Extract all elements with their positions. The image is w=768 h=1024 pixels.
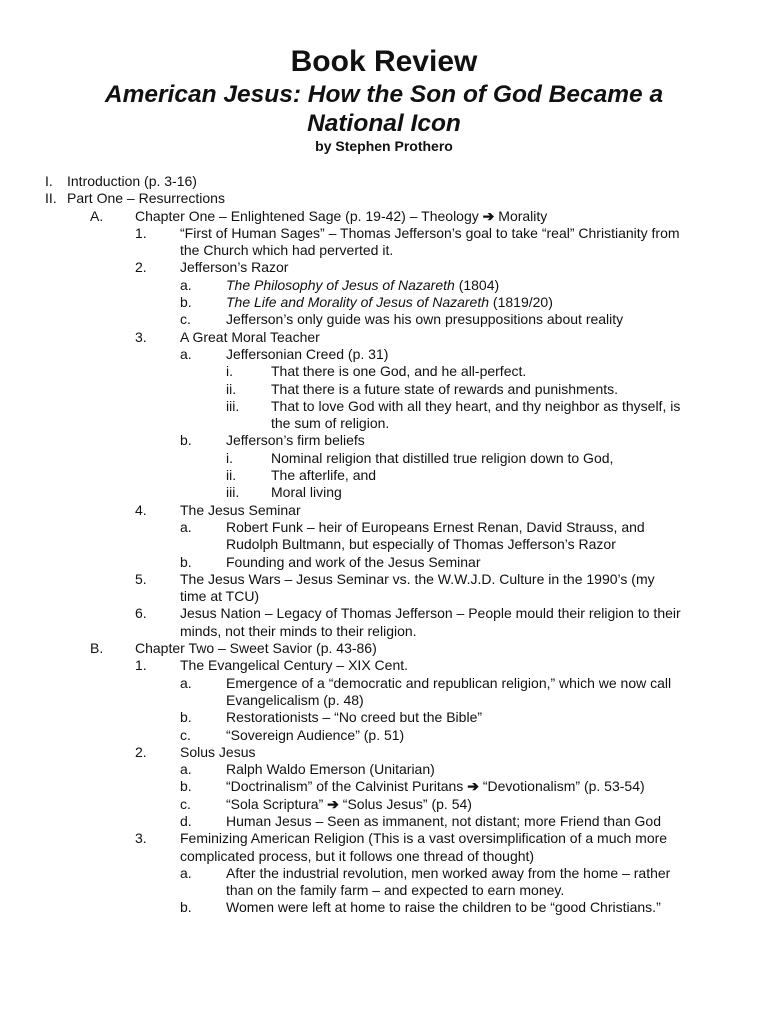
outline-item: [0, 813, 768, 830]
outline-continuation: [0, 536, 768, 553]
outline-item: [0, 173, 768, 190]
outline-continuation: [0, 623, 768, 640]
outline-item: [0, 294, 768, 311]
outline-text: Founding and work of the Jesus Seminar: [226, 553, 481, 570]
outline-text-tail: (1804): [458, 276, 500, 293]
outline-text: [135, 208, 547, 225]
outline-marker: b.: [180, 778, 192, 795]
outline-text: The Jesus Seminar: [180, 501, 301, 518]
outline-text: Part One – Resurrections: [67, 190, 225, 207]
outline-item: [0, 554, 768, 571]
outline-text: The Jesus Wars – Jesus Seminar vs. the W.W.J.D. Culture in the 1990’s (my: [180, 570, 655, 587]
outline-text: The Evangelical Century – XIX Cent.: [180, 657, 409, 674]
outline-continuation: [0, 882, 768, 899]
outline-item: [0, 830, 768, 847]
book-title-italic: The Life and Morality of Jesus of Nazareth: [226, 294, 490, 311]
outline-item: [0, 865, 768, 882]
outline-item: [0, 796, 768, 813]
outline-text: Emergence of a “democratic and republican religion,” which we now call: [226, 674, 672, 691]
outline-item: [0, 761, 768, 778]
outline-marker: 5.: [135, 570, 147, 587]
outline-text: [226, 778, 645, 795]
outline-item: [0, 277, 768, 294]
outline-text: than on the family farm – and expected to earn money.: [226, 882, 565, 899]
book-title: [0, 80, 768, 138]
outline-text: “Sovereign Audience” (p. 51): [226, 726, 405, 743]
outline-item: [0, 519, 768, 536]
outline-marker: 1.: [135, 657, 147, 674]
outline-marker: a.: [180, 674, 192, 691]
outline-item: [0, 467, 768, 484]
outline-marker: 3.: [135, 830, 147, 847]
outline-text: Robert Funk – heir of Europeans Ernest Renan, David Strauss, and: [226, 518, 645, 535]
outline-marker: iii.: [226, 484, 240, 501]
outline-text: time at TCU): [180, 588, 260, 605]
outline-marker: b.: [180, 294, 192, 311]
outline-marker: b.: [180, 432, 192, 449]
outline-marker: 3.: [135, 328, 147, 345]
outline-text: Human Jesus – Seen as immanent, not distant; more Friend than God: [226, 812, 662, 829]
page-title: Book Review: [290, 45, 478, 78]
outline-text-tail: “Devotionalism” (p. 53-54): [482, 778, 645, 795]
outline-item: [0, 225, 768, 242]
outline-text: complicated process, but it follows one thread of thought): [180, 847, 535, 864]
outline-item: [0, 450, 768, 467]
book-title-line-2: National Icon: [307, 110, 461, 137]
outline-marker: i.: [226, 363, 233, 380]
outline-marker: 2.: [135, 743, 147, 760]
outline-text: Ralph Waldo Emerson (Unitarian): [226, 761, 435, 778]
outline-marker: iii.: [226, 397, 240, 414]
outline-marker: a.: [180, 345, 192, 362]
outline-text-tail: (1819/20): [492, 294, 553, 311]
outline-marker: ii.: [226, 380, 237, 397]
outline-text: The afterlife, and: [271, 467, 377, 484]
outline-text: [226, 796, 472, 813]
outline-text: Introduction (p. 3-16): [67, 173, 197, 189]
outline-item: [0, 190, 768, 207]
outline-marker: 1.: [135, 224, 147, 241]
outline-item: [0, 484, 768, 501]
outline-item: [0, 432, 768, 449]
book-title-italic: The Philosophy of Jesus of Nazareth: [226, 276, 455, 293]
outline-text: [226, 294, 553, 311]
outline-item: [0, 744, 768, 761]
outline-continuation: [0, 692, 768, 709]
outline-marker: b.: [180, 709, 192, 726]
outline-item: [0, 709, 768, 726]
outline-item: [0, 363, 768, 380]
outline-text: Jeffersonian Creed (p. 31): [226, 345, 389, 362]
outline-text: Rudolph Bultmann, but especially of Thomas Jefferson’s Razor: [226, 536, 616, 553]
outline-item: [0, 329, 768, 346]
outline-text: Solus Jesus: [180, 743, 256, 760]
outline-text: Feminizing American Religion (This is a vast oversimplification of a much more: [180, 830, 668, 847]
outline-marker: A.: [90, 207, 104, 224]
outline-item: [0, 640, 768, 657]
outline-marker: a.: [180, 518, 192, 535]
outline-text: That there is a future state of rewards and punishments.: [271, 380, 619, 397]
outline-item: [0, 381, 768, 398]
outline-marker: a.: [180, 761, 192, 778]
outline-text: Jesus Nation – Legacy of Thomas Jefferson – People mould their religion to their: [180, 605, 681, 622]
outline-item: [0, 259, 768, 276]
outline-marker: I.: [45, 173, 53, 189]
arrow-right-icon: ➔: [327, 795, 339, 812]
outline-item: [0, 605, 768, 622]
outline-text: “First of Human Sages” – Thomas Jefferson’s goal to take “real” Christianity from: [180, 224, 680, 241]
outline-continuation: [0, 242, 768, 259]
outline-continuation: [0, 588, 768, 605]
arrow-right-icon: ➔: [467, 778, 479, 795]
outline-item: [0, 346, 768, 363]
outline-text: That to love God with all they heart, and thy neighbor as thyself, is: [271, 397, 681, 414]
outline-text-main: “Doctrinalism” of the Calvinist Puritans: [226, 778, 464, 795]
outline-marker: c.: [180, 726, 191, 743]
outline-text: Restorationists – “No creed but the Bible”: [226, 709, 483, 726]
outline-marker: 2.: [135, 259, 147, 276]
outline-text: Chapter Two – Sweet Savior (p. 43-86): [135, 640, 377, 657]
outline-text-tail: Morality: [498, 207, 548, 224]
outline-text: A Great Moral Teacher: [180, 328, 320, 345]
outline-text-main: Chapter One – Enlightened Sage (p. 19-42) – Theology: [135, 207, 479, 224]
outline-item: [0, 657, 768, 674]
outline-marker: c.: [180, 311, 191, 328]
outline-text-tail: “Solus Jesus” (p. 54): [342, 795, 472, 812]
outline-item: [0, 311, 768, 328]
outline-text: [226, 277, 499, 294]
outline-text: After the industrial revolution, men worked away from the home – rather: [226, 864, 671, 881]
author-byline: by Stephen Prothero: [315, 138, 453, 154]
outline-marker: a.: [180, 276, 192, 293]
outline-text: Jefferson’s Razor: [180, 259, 289, 276]
outline-item: [0, 727, 768, 744]
outline: [0, 173, 768, 917]
outline-continuation: [0, 415, 768, 432]
outline-text-main: “Sola Scriptura”: [226, 795, 324, 812]
outline-item: [0, 502, 768, 519]
outline-item: [0, 571, 768, 588]
outline-text: That there is one God, and he all-perfect.: [271, 363, 527, 380]
outline-marker: 6.: [135, 605, 147, 622]
outline-marker: c.: [180, 795, 191, 812]
outline-text: minds, not their minds to their religion.: [180, 622, 417, 639]
outline-marker: ii.: [226, 467, 237, 484]
outline-item: [0, 398, 768, 415]
outline-item: [0, 208, 768, 225]
outline-text: Nominal religion that distilled true religion down to God,: [271, 449, 614, 466]
outline-marker: i.: [226, 449, 233, 466]
outline-item: [0, 899, 768, 916]
outline-text: Women were left at home to raise the children to be “good Christians.”: [226, 899, 661, 916]
outline-text: Jefferson’s firm beliefs: [226, 432, 365, 449]
outline-marker: b.: [180, 553, 192, 570]
arrow-right-icon: ➔: [482, 207, 495, 224]
outline-item: [0, 675, 768, 692]
outline-marker: II.: [45, 190, 57, 207]
outline-text: the Church which had perverted it.: [180, 242, 394, 259]
outline-text: Jefferson’s only guide was his own presuppositions about reality: [226, 311, 624, 328]
outline-text: Evangelicalism (p. 48): [226, 691, 364, 708]
outline-marker: B.: [90, 640, 104, 657]
outline-marker: 4.: [135, 501, 147, 518]
outline-marker: b.: [180, 899, 192, 916]
outline-continuation: [0, 848, 768, 865]
outline-text: Moral living: [271, 484, 342, 501]
outline-item: [0, 778, 768, 795]
outline-text: the sum of religion.: [271, 415, 390, 432]
book-title-line-1: American Jesus: How the Son of God Became a: [104, 81, 664, 108]
outline-marker: d.: [180, 812, 192, 829]
outline-marker: a.: [180, 864, 192, 881]
